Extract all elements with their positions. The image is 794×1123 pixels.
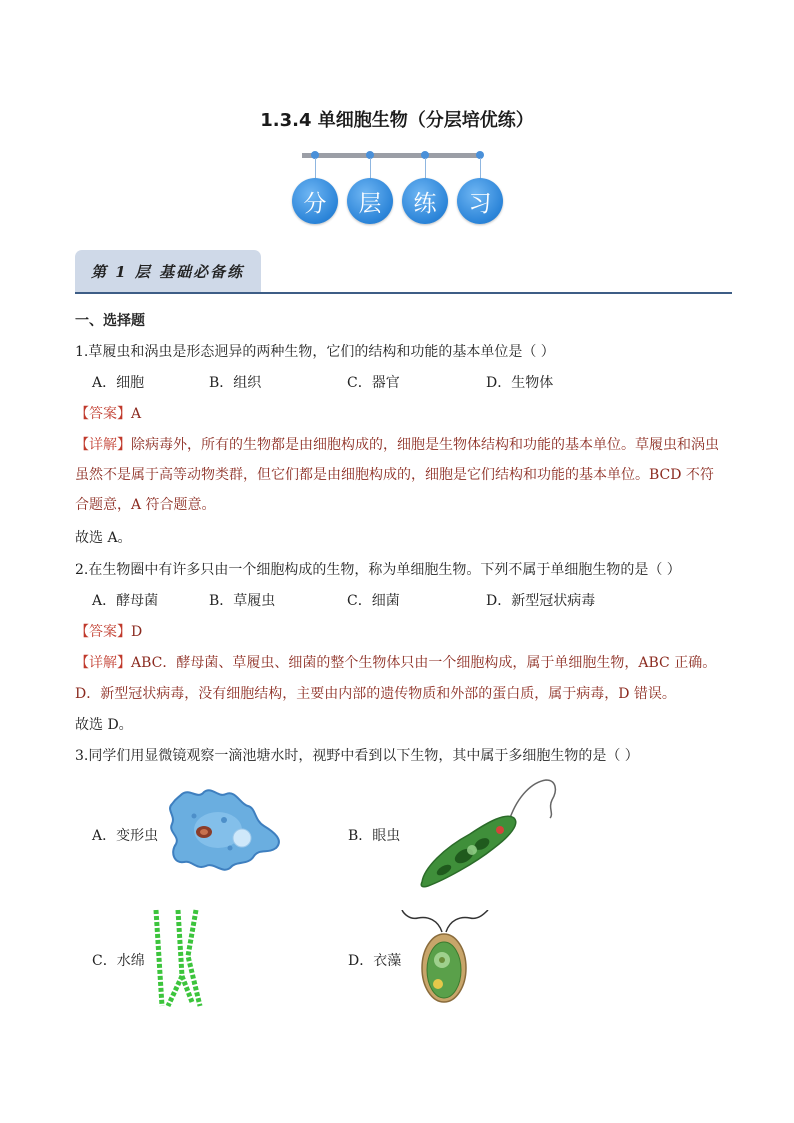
answer-tag: 【答案】: [75, 406, 131, 422]
q2-option-d: D．新型冠状病毒: [486, 593, 596, 609]
q3-option-a: A．变形虫: [92, 828, 159, 844]
detail-text: 除病毒外，所有的生物都是由细胞构成的，细胞是生物体结构和功能的基本单位。草履虫和涡虫虽然不是属于高等动物类群，但它们都是由细胞构成的，细胞是它们结构和功能的基本单位。BCD 不符合题意，A 符合题意。: [75, 437, 719, 513]
q2-option-c: C．细菌: [347, 593, 400, 609]
section-heading: 一、选择题: [75, 313, 145, 329]
q2-stem: 2.在生物圈中有许多只由一个细胞构成的生物，称为单细胞生物。下列不属于单细胞生物的是（ ）: [75, 562, 681, 578]
answer-tag: 【答案】: [75, 624, 131, 640]
page-title: 1.3.4 单细胞生物（分层培优练）: [260, 110, 534, 131]
q1-answer: [75, 404, 141, 424]
q1-detail: [75, 430, 725, 520]
detail-text: ABC．酵母菌、草履虫、细菌的整个生物体只由一个细胞构成，属于单细胞生物，ABC 正确。: [131, 655, 717, 671]
amoeba-image: [160, 786, 284, 872]
banner-bar: [302, 153, 482, 158]
answer-value: D: [131, 624, 143, 640]
q1-stem: 1.草履虫和涡虫是形态迥异的两种生物，它们的结构和功能的基本单位是（ ）: [75, 344, 555, 360]
banner: [290, 148, 500, 228]
banner-char: 练: [402, 178, 448, 224]
q2-conclusion: 故选 D。: [75, 717, 133, 733]
q1-option-b: B．组织: [209, 375, 262, 391]
q3-option-c: C．水绵: [92, 953, 145, 969]
answer-value: A: [131, 406, 142, 422]
q3-stem: 3.同学们用显微镜观察一滴池塘水时，视野中看到以下生物，其中属于多细胞生物的是（ ）: [75, 748, 639, 764]
banner-char: 分: [292, 178, 338, 224]
q2-detail-2: D．新型冠状病毒，没有细胞结构，主要由内部的遗传物质和外部的蛋白质，属于病毒，D 错误。: [75, 686, 676, 702]
q2-option-a: A．酵母菌: [92, 593, 159, 609]
q2-detail: [75, 653, 716, 673]
detail-tag: 【详解】: [75, 437, 131, 453]
q3-option-d: D．衣藻: [348, 953, 402, 969]
q1-option-c: C．器官: [347, 375, 400, 391]
q2-option-b: B．草履虫: [209, 593, 276, 609]
q1-conclusion: 故选 A。: [75, 530, 132, 546]
banner-char: 习: [457, 178, 503, 224]
q1-option-d: D．生物体: [486, 375, 554, 391]
layer-tab: 第 1 层 基础必备练: [75, 250, 261, 292]
detail-tag: 【详解】: [75, 655, 131, 671]
q3-option-b: B．眼虫: [348, 828, 401, 844]
euglena-image: [414, 778, 560, 888]
spirogyra-image: [148, 906, 208, 1010]
chlamydomonas-image: [398, 910, 494, 1008]
banner-char: 层: [347, 178, 393, 224]
q1-option-a: A．细胞: [92, 375, 145, 391]
q2-answer: [75, 622, 142, 642]
layer-divider: [75, 292, 732, 294]
